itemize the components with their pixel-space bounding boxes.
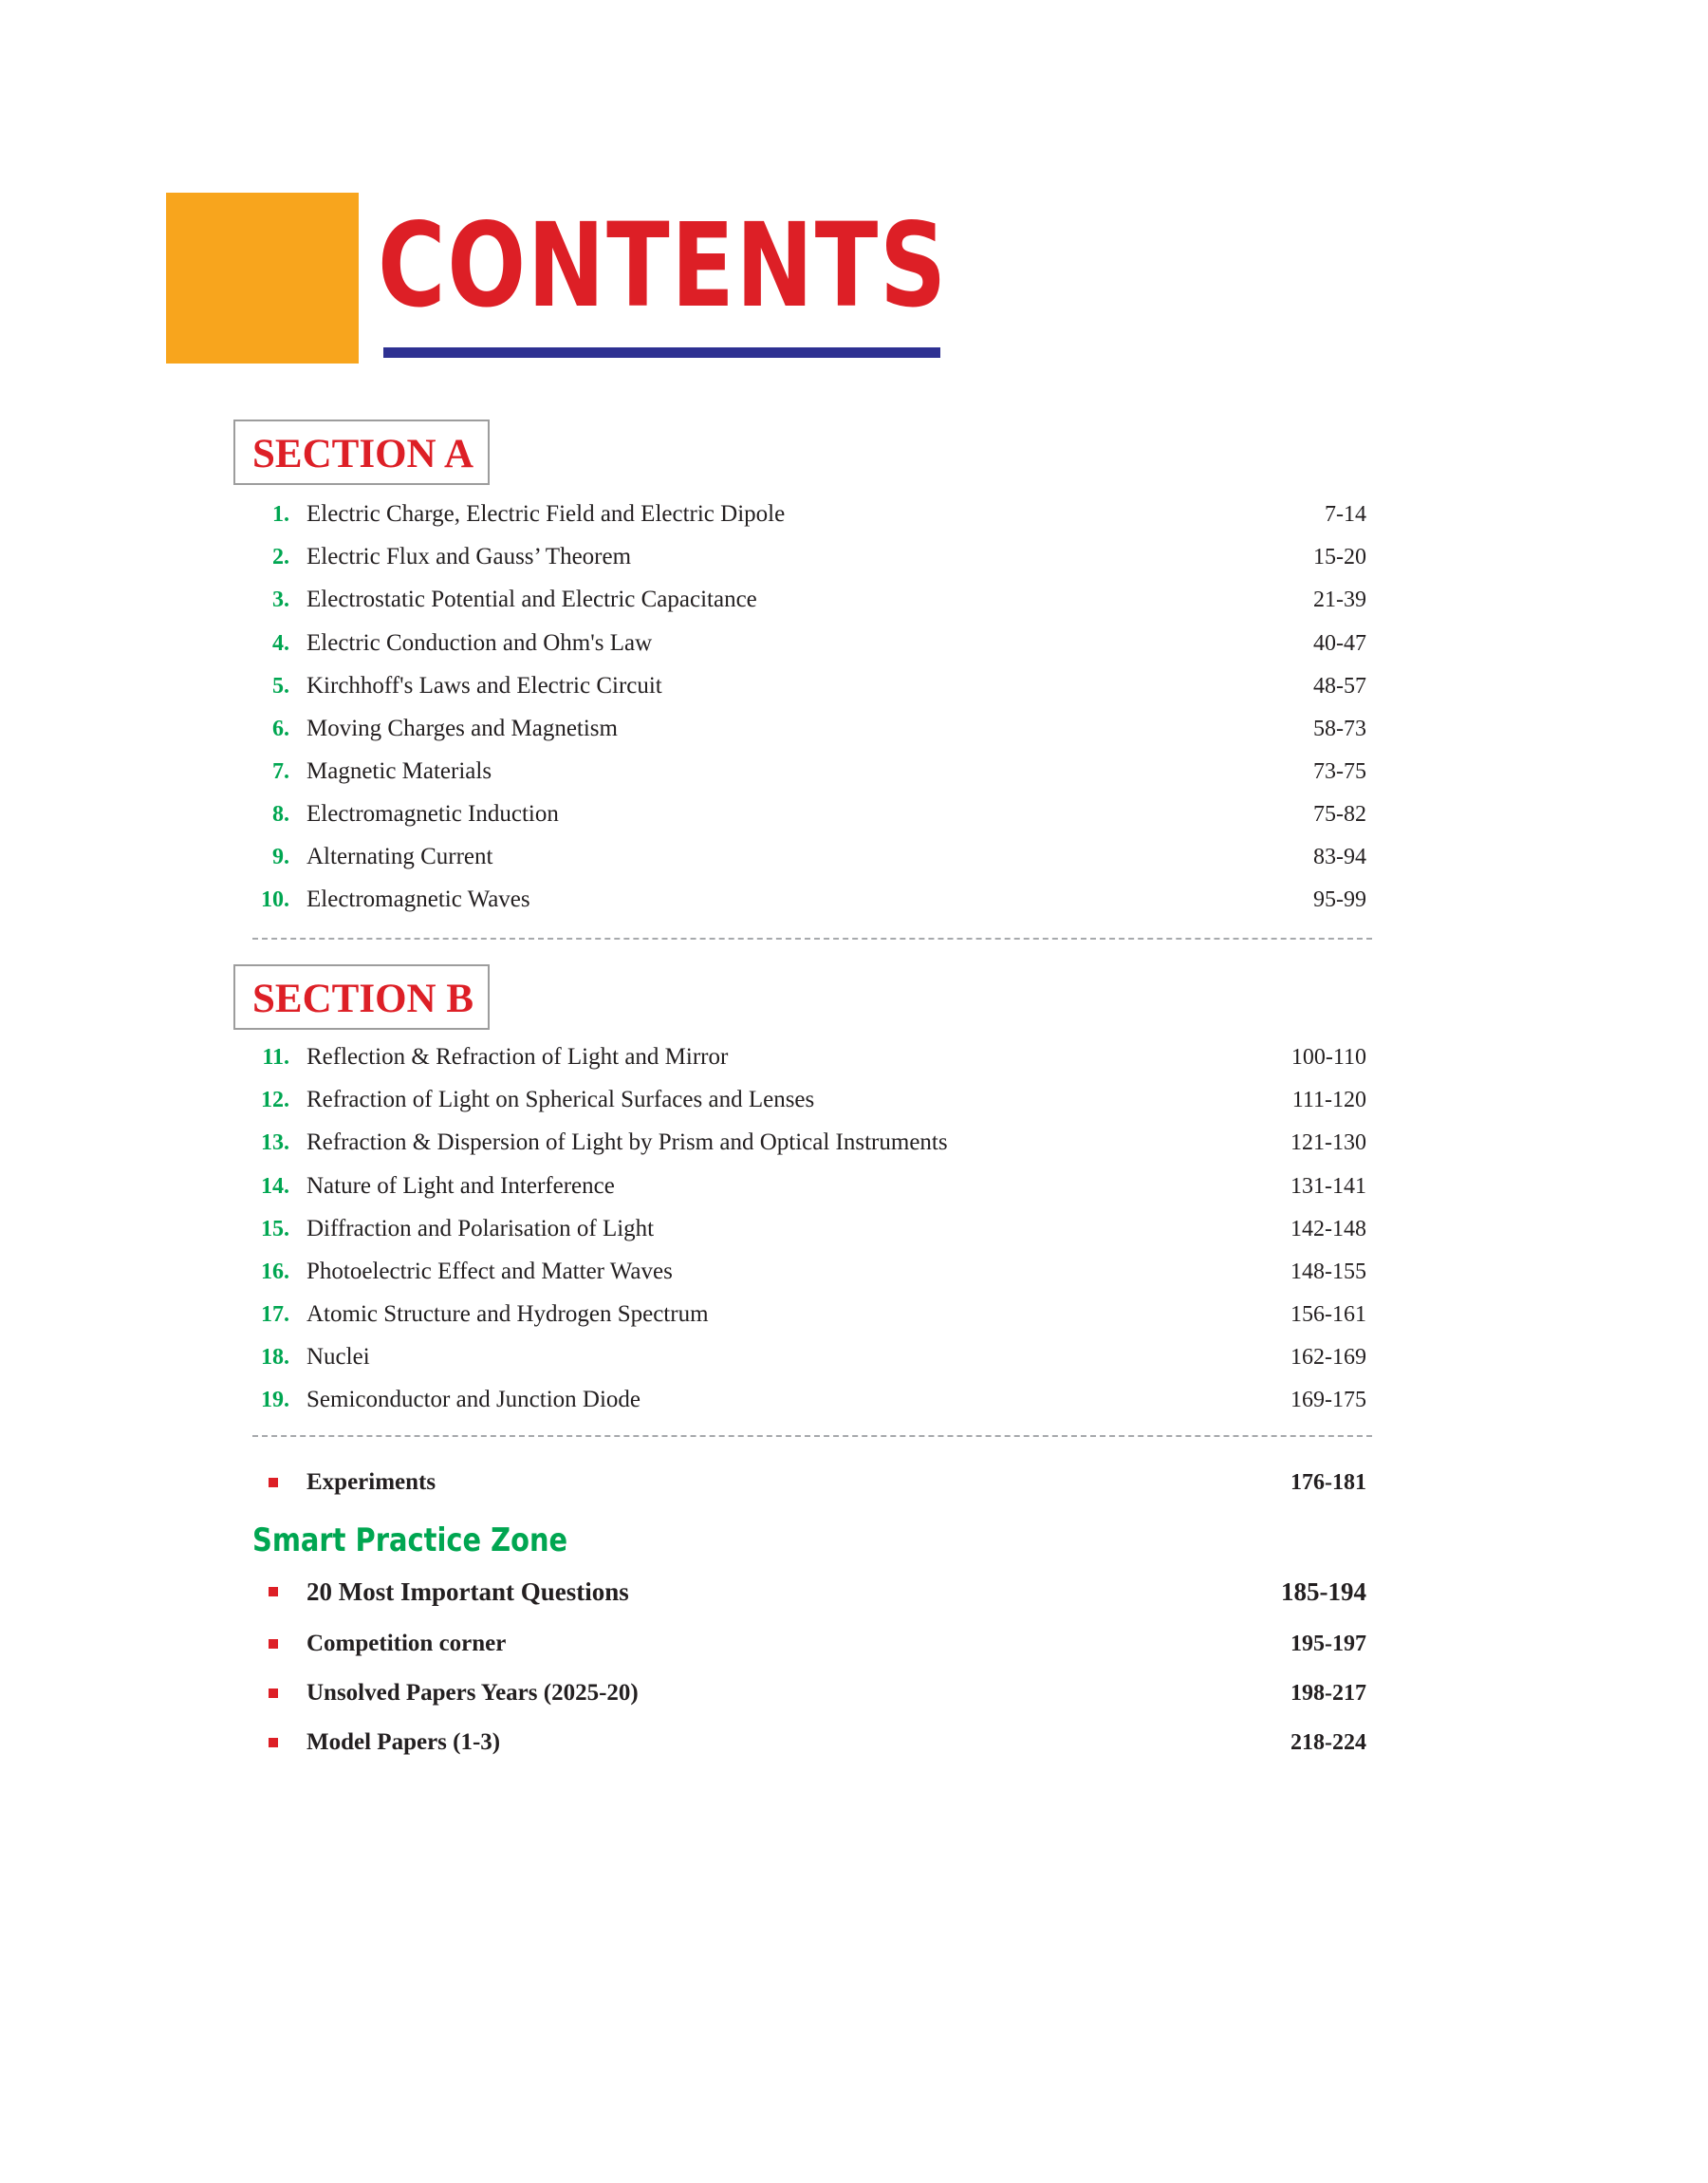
bullet-icon <box>269 1738 278 1747</box>
page-range: 83-94 <box>1313 845 1366 869</box>
chapter-title: Semiconductor and Junction Diode <box>306 1387 641 1412</box>
chapter-title: Kirchhoff's Laws and Electric Circuit <box>306 673 662 699</box>
entry-title: Unsolved Papers Years (2025-20) <box>306 1680 639 1706</box>
page-range: 95-99 <box>1313 887 1366 912</box>
chapter-number: 14. <box>261 1174 289 1199</box>
page-range: 148-155 <box>1290 1259 1366 1284</box>
chapter-title: Nature of Light and Interference <box>306 1173 615 1199</box>
toc-entry[interactable] <box>0 667 1708 705</box>
chapter-title: Refraction of Light on Spherical Surfaces and Lenses <box>306 1087 815 1112</box>
chapter-title: Electrostatic Potential and Electric Capacitance <box>306 587 757 612</box>
toc-entry[interactable] <box>0 1210 1708 1248</box>
page-range: 48-57 <box>1313 674 1366 699</box>
chapter-number: 8. <box>272 802 289 827</box>
page-range: 75-82 <box>1313 802 1366 827</box>
bullet-icon <box>269 1689 278 1698</box>
chapter-number: 18. <box>261 1345 289 1370</box>
chapter-number: 5. <box>272 674 289 699</box>
chapter-title: Electromagnetic Induction <box>306 801 559 827</box>
page-range: 15-20 <box>1313 545 1366 569</box>
section-divider <box>252 1435 1372 1437</box>
toc-entry[interactable] <box>0 1464 1708 1502</box>
toc-entry[interactable] <box>0 581 1708 619</box>
chapter-number: 9. <box>272 845 289 869</box>
entry-title: 20 Most Important Questions <box>306 1577 629 1606</box>
toc-entry[interactable] <box>0 1038 1708 1076</box>
chapter-number: 13. <box>261 1130 289 1155</box>
page-range: 21-39 <box>1313 588 1366 612</box>
page-range: 121-130 <box>1290 1130 1366 1155</box>
page-range: 142-148 <box>1290 1217 1366 1241</box>
toc-entry[interactable] <box>0 538 1708 576</box>
chapter-number: 6. <box>272 717 289 741</box>
chapter-title: Diffraction and Polarisation of Light <box>306 1216 655 1241</box>
chapter-title: Atomic Structure and Hydrogen Spectrum <box>306 1301 709 1327</box>
page-range: 195-197 <box>1290 1632 1366 1656</box>
chapter-number: 19. <box>261 1388 289 1412</box>
chapter-title: Electric Conduction and Ohm's Law <box>306 630 653 656</box>
chapter-title: Electric Charge, Electric Field and Electric Dipole <box>306 501 786 527</box>
toc-entry[interactable] <box>0 1381 1708 1419</box>
page-range: 169-175 <box>1290 1388 1366 1412</box>
toc-entry[interactable] <box>0 838 1708 876</box>
entry-title: Model Papers (1-3) <box>306 1729 501 1755</box>
page-range: 218-224 <box>1290 1730 1366 1755</box>
page-range: 156-161 <box>1290 1302 1366 1327</box>
chapter-number: 10. <box>261 887 289 912</box>
toc-entry[interactable] <box>0 1625 1708 1663</box>
page-title: CONTENTS <box>378 198 948 333</box>
page-range: 185-194 <box>1281 1577 1366 1606</box>
section-b-heading: SECTION B <box>233 964 490 1030</box>
page-range: 58-73 <box>1313 717 1366 741</box>
toc-entry[interactable] <box>0 1124 1708 1162</box>
toc-entry[interactable] <box>0 1296 1708 1334</box>
chapter-title: Refraction & Dispersion of Light by Prism and Optical Instruments <box>306 1129 948 1155</box>
smart-practice-zone-heading: Smart Practice Zone <box>252 1521 568 1559</box>
page-range: 198-217 <box>1290 1681 1366 1706</box>
chapter-number: 17. <box>261 1302 289 1327</box>
bullet-icon <box>269 1478 278 1487</box>
section-divider <box>252 938 1372 940</box>
chapter-number: 1. <box>272 502 289 527</box>
chapter-number: 2. <box>272 545 289 569</box>
chapter-number: 12. <box>261 1088 289 1112</box>
entry-title: Competition corner <box>306 1631 507 1656</box>
toc-entry[interactable] <box>0 881 1708 919</box>
page-range: 7-14 <box>1325 502 1366 527</box>
toc-entry[interactable] <box>0 1724 1708 1762</box>
chapter-title: Nuclei <box>306 1344 370 1370</box>
bullet-icon <box>269 1639 278 1649</box>
chapter-number: 11. <box>262 1045 289 1070</box>
entry-title: Experiments <box>306 1469 436 1495</box>
toc-entry[interactable] <box>0 710 1708 748</box>
chapter-title: Alternating Current <box>306 844 493 869</box>
page-range: 73-75 <box>1313 759 1366 784</box>
toc-entry[interactable] <box>0 1573 1708 1611</box>
chapter-number: 7. <box>272 759 289 784</box>
chapter-title: Moving Charges and Magnetism <box>306 716 618 741</box>
page-range: 100-110 <box>1290 1045 1366 1070</box>
toc-entry[interactable] <box>0 1674 1708 1712</box>
chapter-title: Electric Flux and Gauss’ Theorem <box>306 544 632 569</box>
toc-entry[interactable] <box>0 1253 1708 1291</box>
page-range: 162-169 <box>1290 1345 1366 1370</box>
chapter-title: Electromagnetic Waves <box>306 886 530 912</box>
toc-entry[interactable] <box>0 625 1708 662</box>
title-accent-block <box>166 193 359 364</box>
section-a-heading: SECTION A <box>233 420 490 485</box>
chapter-title: Photoelectric Effect and Matter Waves <box>306 1259 673 1284</box>
toc-entry[interactable] <box>0 753 1708 791</box>
chapter-number: 3. <box>272 588 289 612</box>
page-range: 40-47 <box>1313 631 1366 656</box>
page-range: 131-141 <box>1290 1174 1366 1199</box>
toc-entry[interactable] <box>0 1338 1708 1376</box>
title-underline <box>383 347 940 358</box>
chapter-number: 15. <box>261 1217 289 1241</box>
toc-entry[interactable] <box>0 495 1708 533</box>
page-range: 176-181 <box>1290 1470 1366 1495</box>
chapter-number: 16. <box>261 1259 289 1284</box>
chapter-title: Reflection & Refraction of Light and Mirror <box>306 1044 729 1070</box>
chapter-title: Magnetic Materials <box>306 758 492 784</box>
bullet-icon <box>269 1587 278 1596</box>
page-range: 111-120 <box>1291 1088 1366 1112</box>
toc-entry[interactable] <box>0 1167 1708 1205</box>
toc-entry[interactable] <box>0 1081 1708 1119</box>
chapter-number: 4. <box>272 631 289 656</box>
toc-entry[interactable] <box>0 795 1708 833</box>
